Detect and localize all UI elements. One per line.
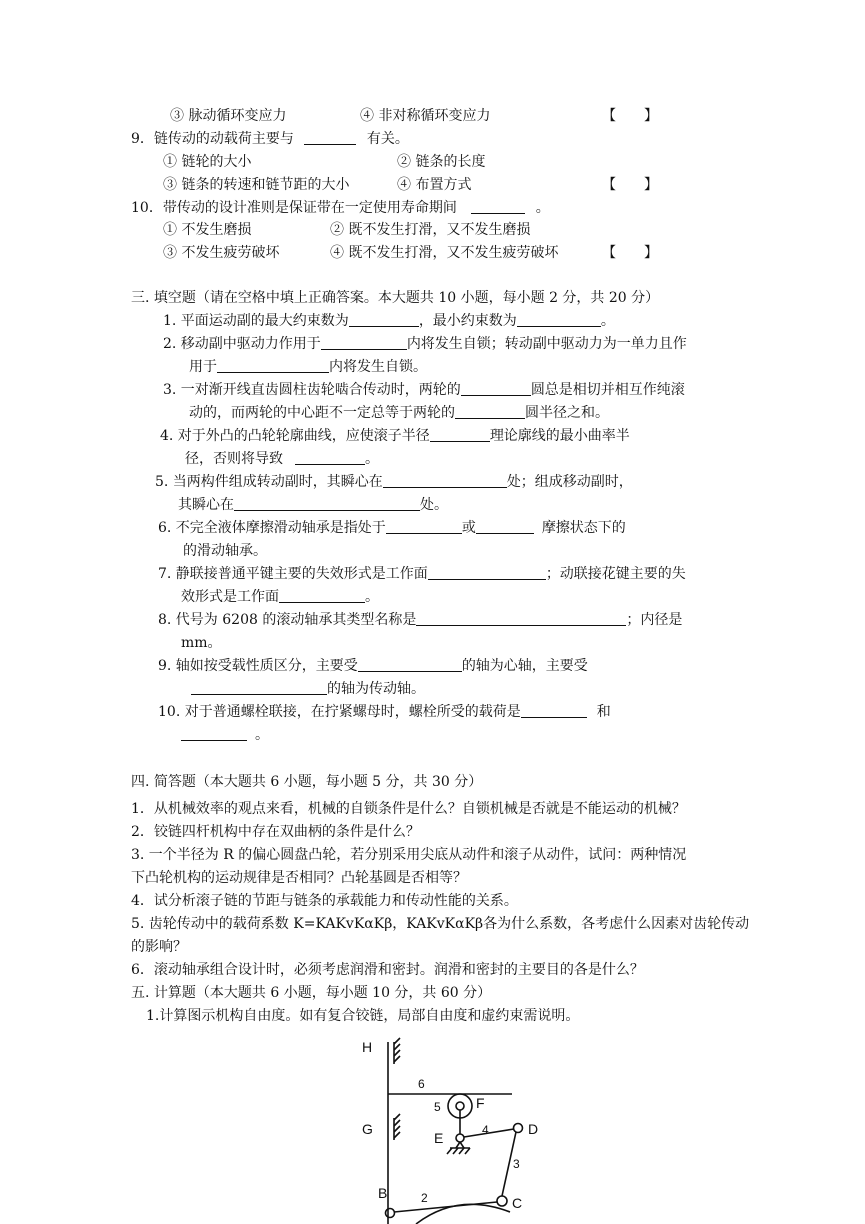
label-g: G <box>362 1121 373 1137</box>
short-q6: 6．滚动轴承组合设计时，必须考虑润滑和密封。润滑和密封的主要目的各是什么？ <box>131 962 644 978</box>
guide-hatch-h <box>394 1038 400 1064</box>
fill-q1-text: 1. 平面运动副的最大约束数为 <box>163 313 349 329</box>
q10-option-4: ④ 既不发生打滑，又不发生疲劳破坏 <box>330 245 559 261</box>
fill-q2-end: 内将发生自锁。 <box>329 359 427 375</box>
roller-f-pin <box>456 1102 464 1110</box>
label-link-2: 2 <box>421 1191 428 1205</box>
label-d: D <box>528 1121 539 1137</box>
fill-q6-line2: 的滑动轴承。 <box>183 543 267 559</box>
fill-q2-text-2: 用于 <box>189 359 217 375</box>
fill-q6-line1 <box>158 518 626 538</box>
fill-q9-line2 <box>191 679 425 699</box>
q10-option-3: ③ 不发生疲劳破坏 <box>163 245 280 261</box>
fill-q10-line1 <box>158 702 611 722</box>
fill-q2-line2 <box>189 357 427 377</box>
fill-q1-blank-1 <box>349 312 419 327</box>
calc-section-heading: 五. 计算题（本大题共 6 小题，每小题 10 分，共 60 分） <box>131 985 492 1001</box>
q9-blank <box>304 130 356 145</box>
fill-q3-blank-1 <box>461 381 531 396</box>
label-link-4: 4 <box>482 1123 489 1137</box>
fill-q9-end: 的轴为传动轴。 <box>327 681 425 697</box>
fill-q1-blank-2 <box>517 312 601 327</box>
label-link-6: 6 <box>418 1077 425 1091</box>
fill-q8-blank <box>416 611 626 626</box>
fill-section-heading: 三. 填空题（请在空格中填上正确答案。本大题共 10 小题，每小题 2 分，共 20 分） <box>131 290 660 306</box>
q9-option-3: ③ 链条的转速和链节距的大小 <box>163 177 350 193</box>
fill-q7-line1 <box>158 564 686 584</box>
short-q3-line2: 下凸轮机构的运动规律是否相同？凸轮基圆是否相等？ <box>131 870 467 886</box>
fill-q8-line1 <box>158 610 682 630</box>
q8-option-3: ③ 脉动循环变应力 <box>170 108 287 124</box>
fill-q3-line1 <box>163 380 685 400</box>
q10-stem <box>131 198 550 218</box>
fill-q10-end: 。 <box>255 727 269 743</box>
q9-stem-end: 有关。 <box>366 131 409 147</box>
q10-option-2: ② 既不发生打滑，又不发生磨损 <box>330 222 531 238</box>
fill-q5-line1 <box>155 472 633 492</box>
fill-q2-text: 2. 移动副中驱动力作用于 <box>163 336 321 352</box>
fill-q8-mid: ；内径是 <box>626 612 683 628</box>
fill-q5-text: 5. 当两构件组成转动副时，其瞬心在 <box>155 474 383 490</box>
fill-q3-mid: 圆总是相切并相互作纯滚 <box>530 382 685 398</box>
fill-q9-mid: 的轴为心轴，主要受 <box>461 658 588 674</box>
mechanism-diagram <box>318 1036 548 1224</box>
fill-q2-blank-1 <box>321 335 407 350</box>
label-b: B <box>378 1185 388 1201</box>
fill-q5-blank-2 <box>234 496 420 511</box>
calc-q1: 1.计算图示机构自由度。如有复合铰链，局部自由度和虚约束需说明。 <box>146 1008 580 1024</box>
fill-q5-end: 处。 <box>420 497 448 513</box>
fill-q1-mid: ，最小约束数为 <box>418 313 517 329</box>
label-e: E <box>434 1130 444 1146</box>
joint-b <box>386 1209 395 1218</box>
short-q5-line2: 的影响？ <box>131 939 187 955</box>
answer-bracket: 【 】 <box>602 245 658 261</box>
q10-blank <box>471 199 525 214</box>
short-q4: 4．试分析滚子链的节距与链条的承载能力和传动性能的关系。 <box>131 893 518 909</box>
fill-q1 <box>163 311 615 331</box>
fill-q1-end: 。 <box>600 313 615 329</box>
pivot-e <box>456 1134 464 1142</box>
q10-stem-text: 10．带传动的设计准则是保证带在一定使用寿命期间 <box>131 200 457 216</box>
label-f: F <box>476 1095 485 1111</box>
short-q3-line1: 3. 一个半径为 R 的偏心圆盘凸轮，若分别采用尖底从动件和滚子从动件，试问：两种情况 <box>131 847 687 863</box>
fill-q10-text: 10. 对于普通螺栓联接，在拧紧螺母时，螺栓所受的载荷是 <box>158 704 521 720</box>
fill-q7-mid: ；动联接花键主要的失 <box>545 566 686 582</box>
short-section-heading: 四. 简答题（本大题共 6 小题，每小题 5 分，共 30 分） <box>131 774 483 790</box>
fill-q4-mid: 理论廓线的最小曲率半 <box>489 428 630 444</box>
fill-q3-end: 圆半径之和。 <box>525 405 609 421</box>
fill-q4-text-2: 径，否则将导致 <box>185 451 283 467</box>
fill-q3-blank-2 <box>455 404 525 419</box>
fill-q9-blank-2 <box>191 680 327 695</box>
fill-q7-line2 <box>181 587 379 607</box>
fill-q5-text-2: 其瞬心在 <box>178 497 234 513</box>
fill-q6-mid: 或 <box>461 520 476 536</box>
label-h: H <box>362 1039 373 1055</box>
fill-q9-blank-1 <box>358 657 462 672</box>
answer-bracket: 【 】 <box>602 108 658 124</box>
fill-q3-text-2: 动的，而两轮的中心距不一定总等于两轮的 <box>189 405 455 421</box>
fill-q8-text: 8. 代号为 6208 的滚动轴承其类型名称是 <box>158 612 417 628</box>
fill-q4-line1 <box>160 426 630 446</box>
fill-q4-line2 <box>185 449 379 469</box>
fill-q2-line1 <box>163 334 687 354</box>
fill-q7-end: 。 <box>365 589 379 605</box>
fill-q10-blank-2 <box>181 726 247 741</box>
fill-q5-blank-1 <box>383 473 507 488</box>
fill-q7-blank-2 <box>279 588 365 603</box>
fill-q3-text: 3. 一对渐开线直齿圆柱齿轮啮合传动时，两轮的 <box>163 382 461 398</box>
answer-bracket: 【 】 <box>602 177 658 193</box>
fill-q2-blank-2 <box>217 358 329 373</box>
label-c: C <box>512 1195 523 1211</box>
cam-disk-arc <box>416 1204 510 1224</box>
q9-option-2: ② 链条的长度 <box>397 154 486 170</box>
q10-option-1: ① 不发生磨损 <box>163 222 252 238</box>
label-link-3: 3 <box>513 1157 520 1171</box>
fill-q4-blank-1 <box>430 427 490 442</box>
guide-hatch-g <box>394 1114 400 1140</box>
fill-q3-line2 <box>189 403 609 423</box>
fill-q5-line2 <box>178 495 448 515</box>
fill-q6-text: 6. 不完全液体摩擦滑动轴承是指处于 <box>158 520 386 536</box>
q9-stem-text: 9．链传动的动载荷主要与 <box>131 131 294 147</box>
fill-q4-end: 。 <box>365 451 379 467</box>
short-q2: 2．铰链四杆机构中存在双曲柄的条件是什么？ <box>131 824 420 840</box>
fill-q7-blank-1 <box>428 565 546 580</box>
fill-q2-mid: 内将发生自锁；转动副中驱动力为一单力且作 <box>406 336 687 352</box>
fill-q10-mid: 和 <box>596 704 611 720</box>
q9-stem <box>131 129 409 149</box>
fill-q6-end: 摩擦状态下的 <box>541 520 626 536</box>
fill-q5-mid: 处；组成移动副时， <box>506 474 633 490</box>
short-q5-line1: 5. 齿轮传动中的载荷系数 K=KAKvKαKβ，KAKvKαKβ各为什么系数，各考虑什么因素对齿轮传动 <box>131 916 750 932</box>
q8-option-4: ④ 非对称循环变应力 <box>360 108 491 124</box>
short-q1: 1．从机械效率的观点来看，机械的自锁条件是什么？自锁机械是否就是不能运动的机械？ <box>131 801 686 817</box>
q9-option-4: ④ 布置方式 <box>397 177 472 193</box>
fill-q9-line1 <box>158 656 588 676</box>
joint-d <box>514 1124 523 1133</box>
link-2 <box>394 1202 497 1212</box>
fill-q9-text: 9. 轴如按受载性质区分，主要受 <box>158 658 358 674</box>
q10-stem-end: 。 <box>535 200 550 216</box>
fill-q4-text: 4. 对于外凸的凸轮轮廓曲线，应使滚子半径 <box>160 428 430 444</box>
q9-option-1: ① 链轮的大小 <box>163 154 252 170</box>
fill-q7-text-2: 效形式是工作面 <box>181 589 279 605</box>
label-link-5: 5 <box>434 1100 441 1114</box>
fill-q10-line2 <box>181 725 269 745</box>
joint-c <box>497 1196 507 1206</box>
fill-q8-line2: mm。 <box>181 635 222 651</box>
link-4 <box>464 1129 514 1137</box>
fill-q4-blank-2 <box>295 450 365 465</box>
fill-q6-blank-2 <box>476 519 534 534</box>
fill-q7-text: 7. 静联接普通平键主要的失效形式是工作面 <box>158 566 428 582</box>
fill-q10-blank-1 <box>521 703 587 718</box>
fill-q6-blank-1 <box>386 519 462 534</box>
